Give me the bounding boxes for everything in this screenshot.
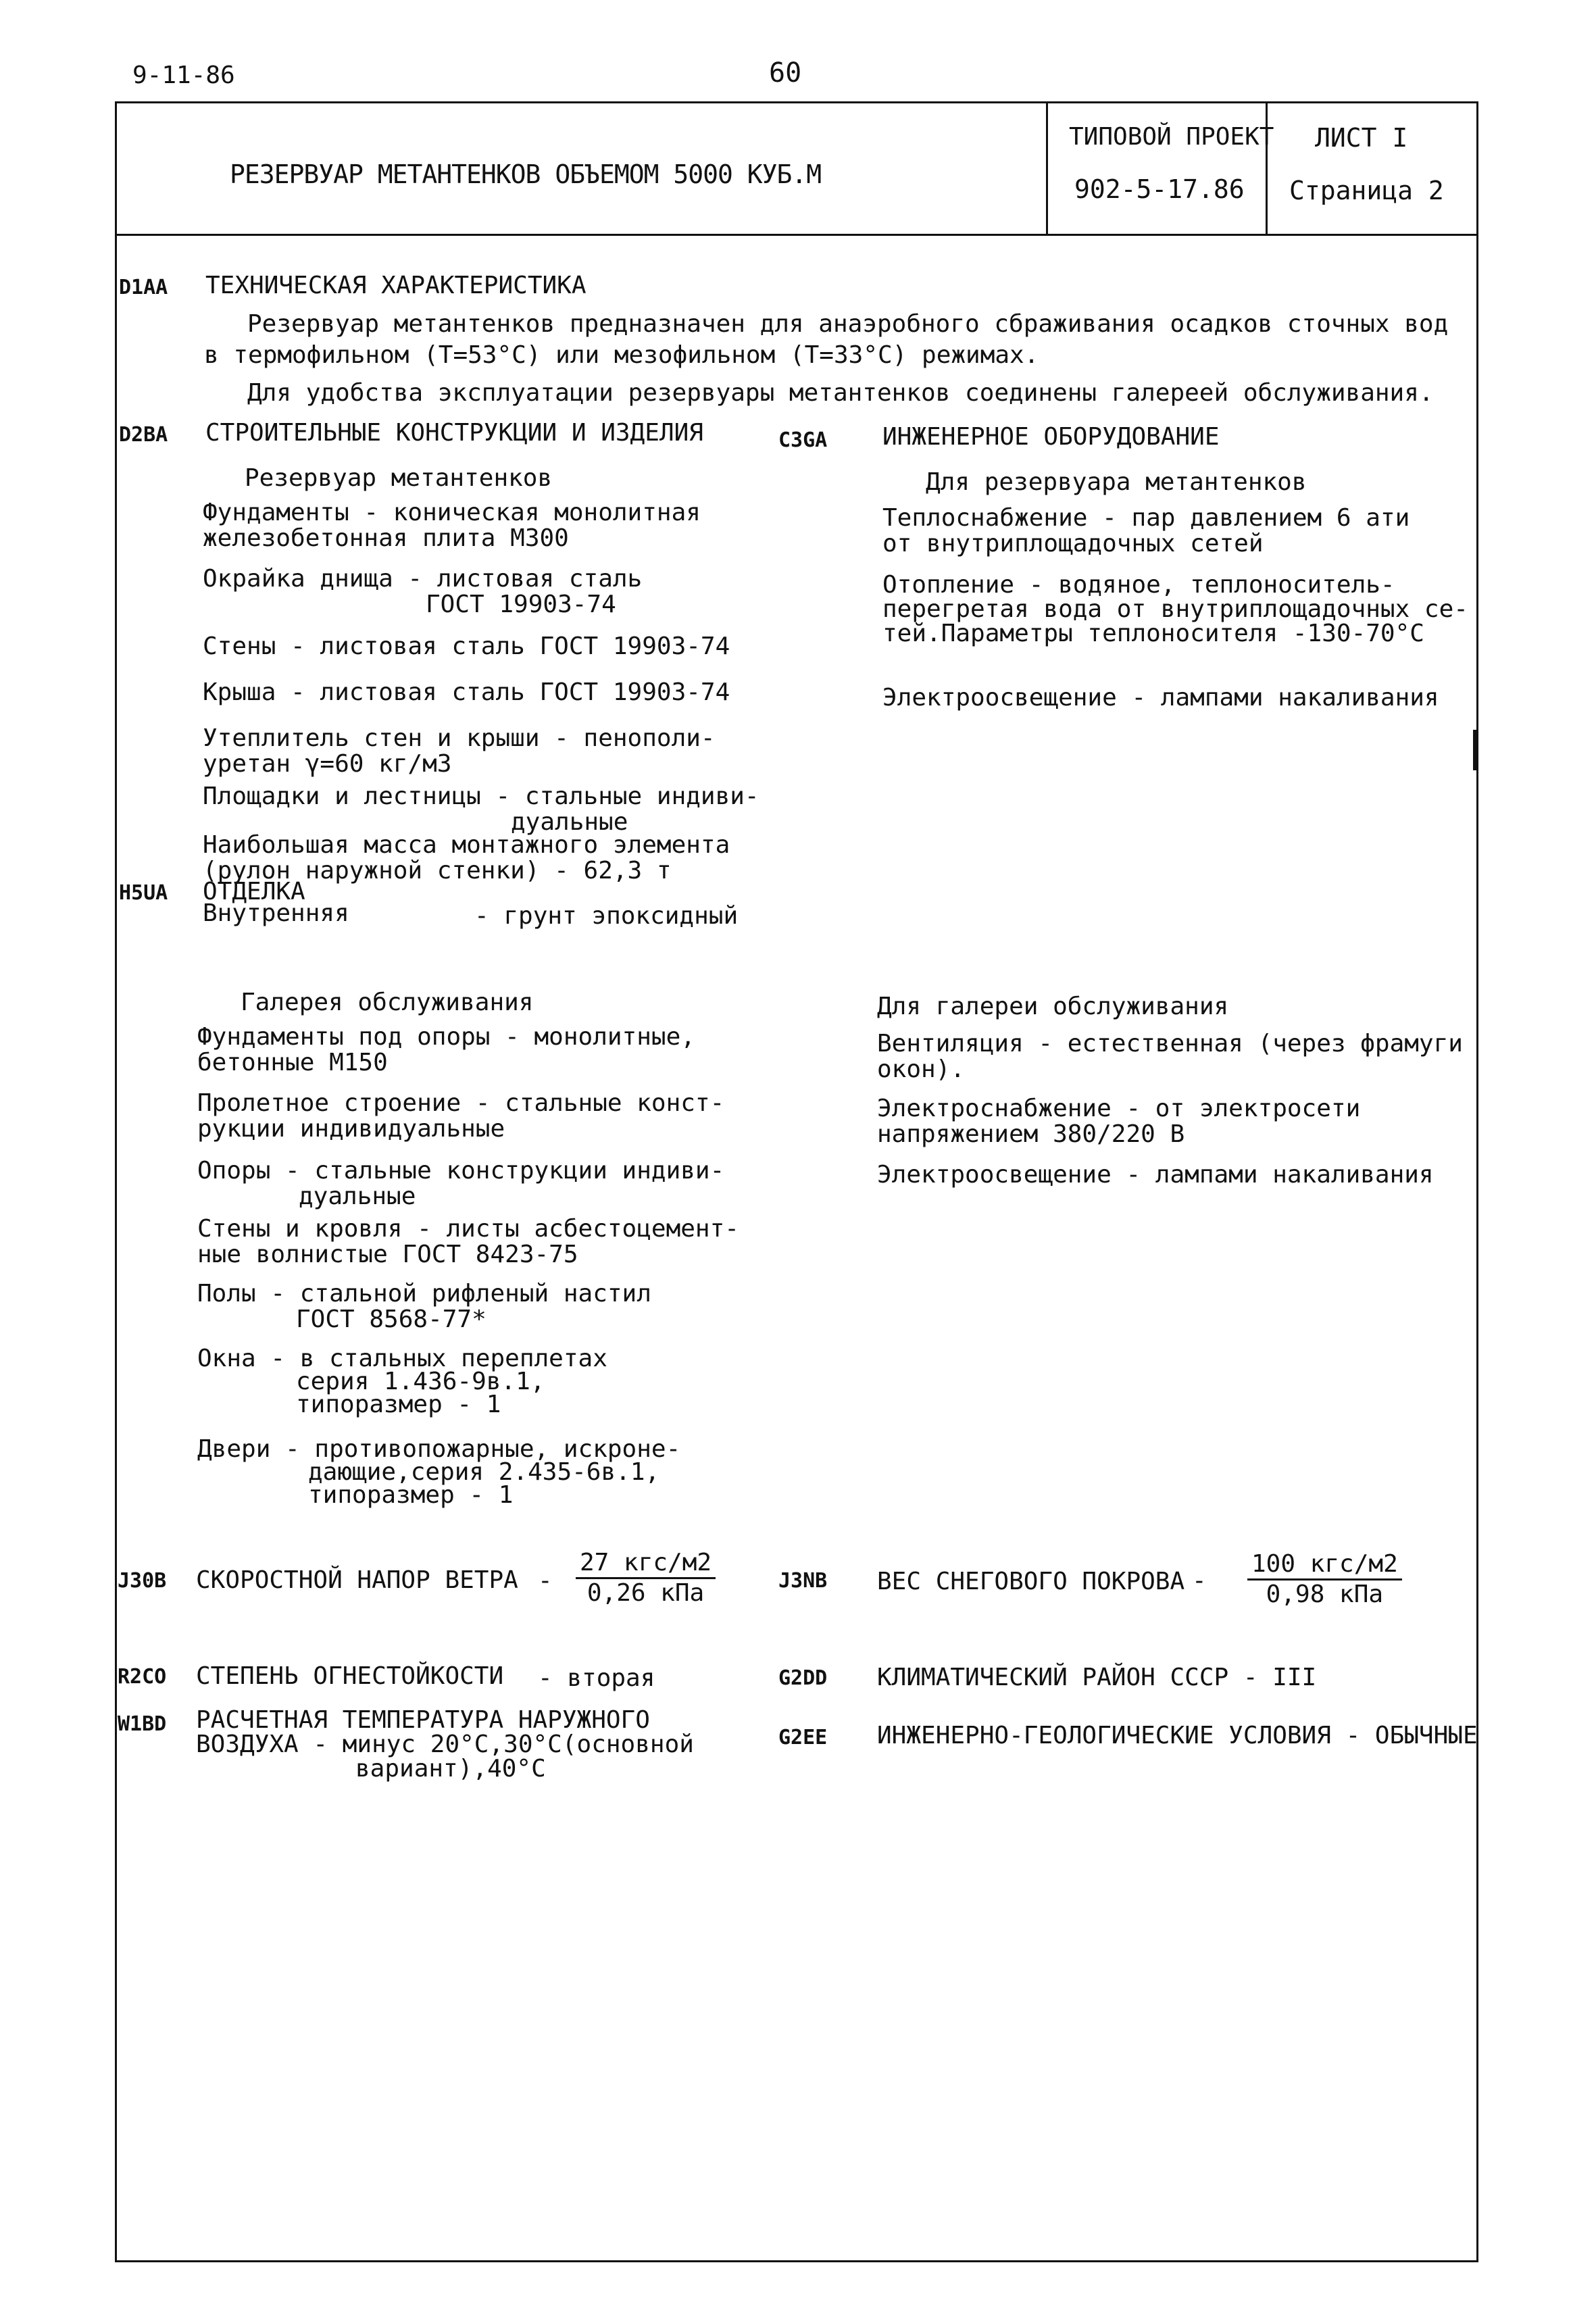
section-heading: ИНЖЕНЕРНОЕ ОБОРУДОВАНИЕ — [882, 423, 1220, 451]
section-code: D2BA — [119, 423, 168, 447]
temperature-item: РАСЧЕТНАЯ ТЕМПЕРАТУРА НАРУЖНОГО ВОЗДУХА - минус 20°С,30°С(основной вариант),40°С — [196, 1706, 694, 1783]
param-code: G2DD — [778, 1666, 828, 1690]
spec-item: Отопление - водяное, теплоноситель- перегретая вода от внутриплощадочных се- тей.Параметры теплоносителя -130-70°С — [882, 571, 1468, 647]
project-label: ТИПОВОЙ ПРОЕКТ — [1069, 123, 1274, 151]
wind-value: 27 кгс/м2 0,26 кПа — [576, 1549, 716, 1608]
spec-item: Теплоснабжение - пар давлением 6 ати от внутриплощадочных сетей — [882, 504, 1410, 557]
margin-mark — [1473, 730, 1477, 770]
section-heading: ТЕХНИЧЕСКАЯ ХАРАКТЕРИСТИКА — [205, 272, 587, 299]
fire-value: - вторая — [538, 1664, 655, 1692]
geo-label: ИНЖЕНЕРНО-ГЕОЛОГИЧЕСКИЕ УСЛОВИЯ - ОБЫЧНЫЕ — [877, 1722, 1478, 1749]
param-code: J30B — [118, 1569, 167, 1593]
spec-item: Полы - стальной рифленый настил ГОСТ 8568-77* — [197, 1280, 651, 1333]
spec-item: Площадки и лестницы - стальные индиви- дуальные — [203, 782, 759, 836]
tech-paragraph: Резервуар метантенков предназначен для анаэробного сбраживания осадков сточных вод — [247, 310, 1449, 338]
fire-label: СТЕПЕНЬ ОГНЕСТОЙКОСТИ — [196, 1662, 504, 1690]
spec-item: Крыша - листовая сталь ГОСТ 19903-74 — [203, 678, 730, 706]
section-code: D1AA — [119, 276, 168, 299]
spec-item: Стены и кровля - листы асбестоцемент- ные волнистые ГОСТ 8423-75 — [197, 1215, 739, 1268]
wind-dash: - — [538, 1567, 553, 1595]
subsection-title: Для галереи обслуживания — [877, 993, 1229, 1020]
section-code: C3GA — [778, 428, 828, 452]
document-ref: 9-11-86 — [132, 61, 235, 89]
title-block-divider — [1266, 101, 1268, 235]
param-code: G2EE — [778, 1726, 828, 1749]
spec-item: Электроосвещение - лампами накаливания — [877, 1161, 1434, 1189]
tech-paragraph: Для удобства эксплуатации резервуары метантенков соединены галереей обслуживания. — [247, 379, 1434, 407]
project-number: 902-5-17.86 — [1074, 174, 1245, 204]
finish-value: - грунт эпоксидный — [474, 902, 739, 930]
climate-label: КЛИМАТИЧЕСКИЙ РАЙОН СССР - III — [877, 1664, 1317, 1691]
snow-value: 100 кгс/м2 0,98 кПа — [1247, 1550, 1402, 1609]
param-code: J3NB — [778, 1569, 828, 1593]
param-code: R2CO — [118, 1665, 167, 1689]
spec-item: Двери - противопожарные, искроне- дающие,серия 2.435-6в.1, типоразмер - 1 — [197, 1435, 681, 1509]
page-label: Страница 2 — [1289, 176, 1444, 205]
spec-item: Вентиляция - естественная (через фрамуги окон). — [877, 1030, 1463, 1083]
spec-item: Наибольшая масса монтажного элемента (рулон наружной стенки) - 62,3 т — [203, 831, 730, 885]
title-block-divider — [115, 234, 1478, 236]
page-number: 60 — [769, 57, 802, 89]
snow-dash: - — [1192, 1567, 1207, 1595]
snow-label: ВЕС СНЕГОВОГО ПОКРОВА — [877, 1568, 1185, 1595]
section-heading: СТРОИТЕЛЬНЫЕ КОНСТРУКЦИИ И ИЗДЕЛИЯ — [205, 419, 703, 447]
section-code: H5UA — [119, 881, 168, 905]
spec-item: Фундаменты - коническая монолитная железобетонная плита М300 — [203, 499, 701, 552]
spec-item: Утеплитель стен и крыши - пенополи- уретан γ=60 кг/м3 — [203, 724, 716, 778]
spec-item: Фундаменты под опоры - монолитные, бетонные М150 — [197, 1023, 695, 1076]
tech-paragraph: в термофильном (Т=53°С) или мезофильном (Т=33°С) режимах. — [204, 341, 1039, 369]
spec-item: Электроснабжение - от электросети напряжением 380/220 В — [877, 1095, 1361, 1148]
wind-label: СКОРОСТНОЙ НАПОР ВЕТРА — [196, 1566, 518, 1594]
sheet-label: ЛИСТ I — [1315, 123, 1408, 153]
spec-item: Электроосвещение - лампами накаливания — [882, 684, 1439, 712]
document-title: РЕЗЕРВУАР МЕТАНТЕНКОВ ОБЪЕМОМ 5000 КУБ.М — [230, 159, 822, 189]
subsection-title: Для резервуара метантенков — [926, 468, 1307, 496]
subsection-title: Резервуар метантенков — [245, 464, 553, 492]
finish-heading: ОТДЕЛКА — [203, 878, 305, 905]
spec-item: Стены - листовая сталь ГОСТ 19903-74 — [203, 632, 730, 660]
spec-item: Окна - в стальных переплетах серия 1.436-9в.1, типоразмер - 1 — [197, 1345, 607, 1418]
spec-item: Окрайка днища - листовая сталь ГОСТ 19903-74 — [203, 565, 643, 618]
subsection-title: Галерея обслуживания — [241, 989, 534, 1016]
title-block-divider — [1046, 101, 1048, 235]
finish-label: Внутренняя — [203, 899, 349, 927]
spec-item: Пролетное строение - стальные конст- рукции индивидуальные — [197, 1089, 725, 1143]
param-code: W1BD — [118, 1712, 167, 1736]
spec-item: Опоры - стальные конструкции индиви- дуальные — [197, 1157, 725, 1210]
